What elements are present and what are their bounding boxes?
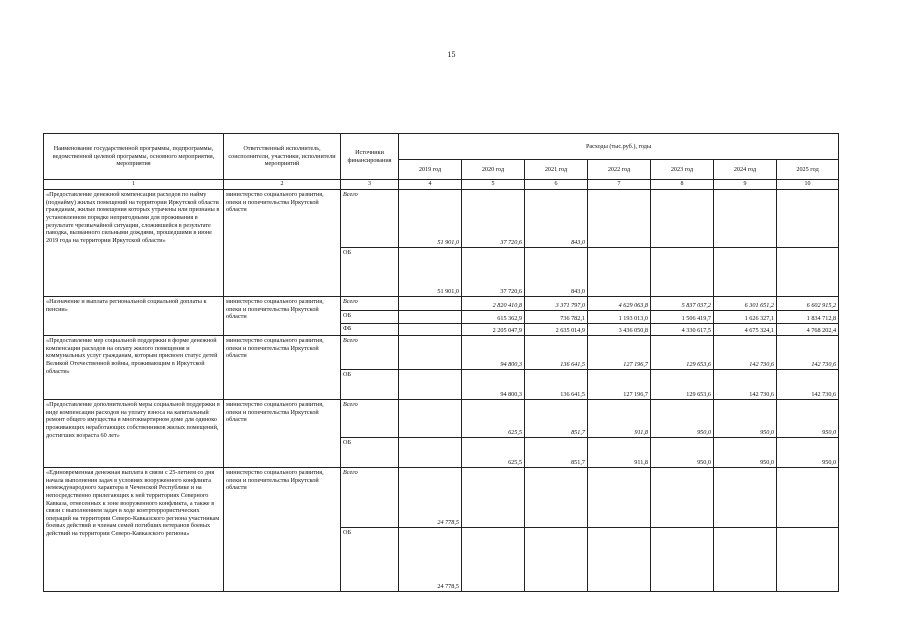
expense-value: 3 436 050,8 xyxy=(588,324,651,336)
responsible-executor: министерство социального развития, опеки и попечительства Иркутской области xyxy=(224,336,341,400)
expense-value: 615 362,9 xyxy=(462,311,525,324)
column-index: 1 xyxy=(44,180,224,190)
expense-value: 142 730,6 xyxy=(777,336,839,370)
expense-value: 37 720,6 xyxy=(462,190,525,248)
header-expenses: Расходы (тыс.руб.), годы xyxy=(399,134,839,160)
expense-value: 1 834 712,8 xyxy=(777,311,839,324)
expense-value: 625,5 xyxy=(462,438,525,468)
expense-value: 24 778,5 xyxy=(399,468,462,528)
expense-value xyxy=(588,528,651,592)
measure-name: «Предоставление мер социальной поддержки в форме денежной компенсации расходов на оплату жилого помещения и коммунальных услуг гражданам, которым присвоен статус детей Великой Отечественной войны, проживающим в Иркутской области» xyxy=(44,336,224,400)
expense-value: 136 641,5 xyxy=(525,336,588,370)
header-responsible: Ответственный исполнитель, соисполнители, участники, исполнители мероприятий xyxy=(224,134,341,180)
funding-source: ОБ xyxy=(341,438,399,468)
expense-value: 950,0 xyxy=(714,400,777,438)
funding-source: Всего xyxy=(341,336,399,370)
column-index: 7 xyxy=(588,180,651,190)
expense-value xyxy=(714,190,777,248)
expense-value xyxy=(399,324,462,336)
expense-value xyxy=(777,528,839,592)
expense-value: 950,0 xyxy=(651,438,714,468)
header-year: 2021 год xyxy=(525,160,588,180)
column-index: 4 xyxy=(399,180,462,190)
expense-value xyxy=(651,528,714,592)
table-row xyxy=(44,297,839,311)
expense-value: 950,0 xyxy=(714,438,777,468)
funding-source: ОБ xyxy=(341,528,399,592)
expense-value: 2 635 014,9 xyxy=(525,324,588,336)
expense-value xyxy=(588,248,651,297)
expense-value xyxy=(588,190,651,248)
header-year: 2019 год xyxy=(399,160,462,180)
expense-value: 3 371 797,0 xyxy=(525,297,588,311)
column-index: 3 xyxy=(341,180,399,190)
column-index-row xyxy=(44,180,839,190)
expense-value: 950,0 xyxy=(777,438,839,468)
expense-value: 136 641,5 xyxy=(525,370,588,400)
expense-value xyxy=(714,528,777,592)
expense-value xyxy=(525,528,588,592)
header-source: Источники финансирования xyxy=(341,134,399,180)
funding-source: Всего xyxy=(341,190,399,248)
expense-value: 2 820 410,8 xyxy=(462,297,525,311)
expense-value xyxy=(588,468,651,528)
header-year: 2024 год xyxy=(714,160,777,180)
funding-source: ФБ xyxy=(341,324,399,336)
table-row xyxy=(44,336,839,370)
expense-value: 911,8 xyxy=(588,438,651,468)
expense-value xyxy=(777,468,839,528)
column-index: 9 xyxy=(714,180,777,190)
expense-value: 1 626 327,1 xyxy=(714,311,777,324)
expense-value xyxy=(399,438,462,468)
expense-value: 851,7 xyxy=(525,438,588,468)
expense-value: 843,0 xyxy=(525,190,588,248)
expense-value: 127 196,7 xyxy=(588,336,651,370)
expense-value xyxy=(651,248,714,297)
funding-source: Всего xyxy=(341,400,399,438)
expense-value: 950,0 xyxy=(651,400,714,438)
table-row xyxy=(44,468,839,528)
expense-value: 142 730,6 xyxy=(714,370,777,400)
expense-value xyxy=(399,311,462,324)
expense-value xyxy=(399,297,462,311)
expense-value: 4 330 617,5 xyxy=(651,324,714,336)
funding-source: ОБ xyxy=(341,311,399,324)
expense-value: 129 653,6 xyxy=(651,370,714,400)
column-index: 2 xyxy=(224,180,341,190)
expense-value xyxy=(399,336,462,370)
header-year: 2020 год xyxy=(462,160,525,180)
expense-value: 2 205 047,9 xyxy=(462,324,525,336)
measure-name: «Предоставление дополнительной меры социальной поддержки в виде компенсации расходов на уплату взноса на капитальный ремонт общего имущества в многоквартирном доме для одиноко проживающих неработающих собственников жилых помещений, достигших возраста 60 лет» xyxy=(44,400,224,468)
header-year: 2022 год xyxy=(588,160,651,180)
responsible-executor: министерство социального развития, опеки и попечительства Иркутской области xyxy=(224,400,341,468)
expense-value: 911,8 xyxy=(588,400,651,438)
funding-source: Всего xyxy=(341,297,399,311)
expense-value xyxy=(399,370,462,400)
expense-value xyxy=(651,468,714,528)
expense-value: 24 778,5 xyxy=(399,528,462,592)
expense-value xyxy=(714,468,777,528)
expense-value: 94 800,3 xyxy=(462,336,525,370)
header-year: 2023 год xyxy=(651,160,714,180)
expense-value: 37 720,6 xyxy=(462,248,525,297)
responsible-executor: министерство социального развития, опеки и попечительства Иркутской области xyxy=(224,468,341,592)
expense-value: 51 901,0 xyxy=(399,190,462,248)
expense-value: 736 782,1 xyxy=(525,311,588,324)
expense-value: 5 837 037,2 xyxy=(651,297,714,311)
header-name: Наименование государственной программы, подпрограммы, ведомственной целевой программы, основного мероприятия, мероприятия xyxy=(44,134,224,180)
column-index: 8 xyxy=(651,180,714,190)
expense-value: 6 301 651,2 xyxy=(714,297,777,311)
expense-value xyxy=(525,468,588,528)
expense-value: 142 730,6 xyxy=(714,336,777,370)
expense-value: 4 629 063,8 xyxy=(588,297,651,311)
expense-value: 625,5 xyxy=(462,400,525,438)
expense-value: 94 800,3 xyxy=(462,370,525,400)
table-row xyxy=(44,400,839,438)
expense-value: 6 602 915,2 xyxy=(777,297,839,311)
measure-name: «Единовременная денежная выплата в связи с 25-летием со дня начала выполнения задач в условиях вооруженного конфликта немеждународного характера в Чеченской Республике и на непосредственно прилегающих к ней территориях Северного Кавказа, отнесенных к зоне вооруженного конфликта, а также в связи с выполнением задач в ходе контртеррористических операций на территории Северо-Кавказского региона участникам боевых действий и членам семей погибших ветеранов боевых действий на территории Северо-Кавказского региона» xyxy=(44,468,224,592)
table-row xyxy=(44,190,839,248)
page-number: 15 xyxy=(447,50,456,59)
funding-source: Всего xyxy=(341,468,399,528)
expense-value: 129 653,6 xyxy=(651,336,714,370)
expense-value xyxy=(651,190,714,248)
funding-source: ОБ xyxy=(341,370,399,400)
expense-value xyxy=(462,528,525,592)
expenditure-table xyxy=(43,133,839,592)
expense-value: 1 193 013,0 xyxy=(588,311,651,324)
expense-value: 127 196,7 xyxy=(588,370,651,400)
responsible-executor: министерство социального развития, опеки и попечительства Иркутской области xyxy=(224,297,341,336)
column-index: 6 xyxy=(525,180,588,190)
funding-source: ОБ xyxy=(341,248,399,297)
measure-name: «Предоставление денежной компенсации расходов по найму (поднайму) жилых помещений на территории Иркутской области гражданам, жилые помещения которых утрачены или признаны в установленном порядке непригодными для проживания в результате чрезвычайной ситуации, сложившейся в результате паводка, вызванного сильными дождями, прошедшими в июне 2019 года на территории Иркутской области» xyxy=(44,190,224,297)
measure-name: «Назначение и выплата региональной социальной доплаты к пенсии» xyxy=(44,297,224,336)
expense-value xyxy=(777,248,839,297)
responsible-executor: министерство социального развития, опеки и попечительства Иркутской области xyxy=(224,190,341,297)
expense-value: 1 506 419,7 xyxy=(651,311,714,324)
expense-value xyxy=(714,248,777,297)
column-index: 10 xyxy=(777,180,839,190)
column-index: 5 xyxy=(462,180,525,190)
expense-value: 851,7 xyxy=(525,400,588,438)
header-year: 2025 год xyxy=(777,160,839,180)
expense-value: 843,0 xyxy=(525,248,588,297)
expense-value xyxy=(777,190,839,248)
expense-value: 51 901,0 xyxy=(399,248,462,297)
expense-value xyxy=(462,468,525,528)
expense-value: 142 730,6 xyxy=(777,370,839,400)
expense-value: 4 768 202,4 xyxy=(777,324,839,336)
expense-value xyxy=(399,400,462,438)
expense-value: 4 675 324,1 xyxy=(714,324,777,336)
expense-value: 950,0 xyxy=(777,400,839,438)
